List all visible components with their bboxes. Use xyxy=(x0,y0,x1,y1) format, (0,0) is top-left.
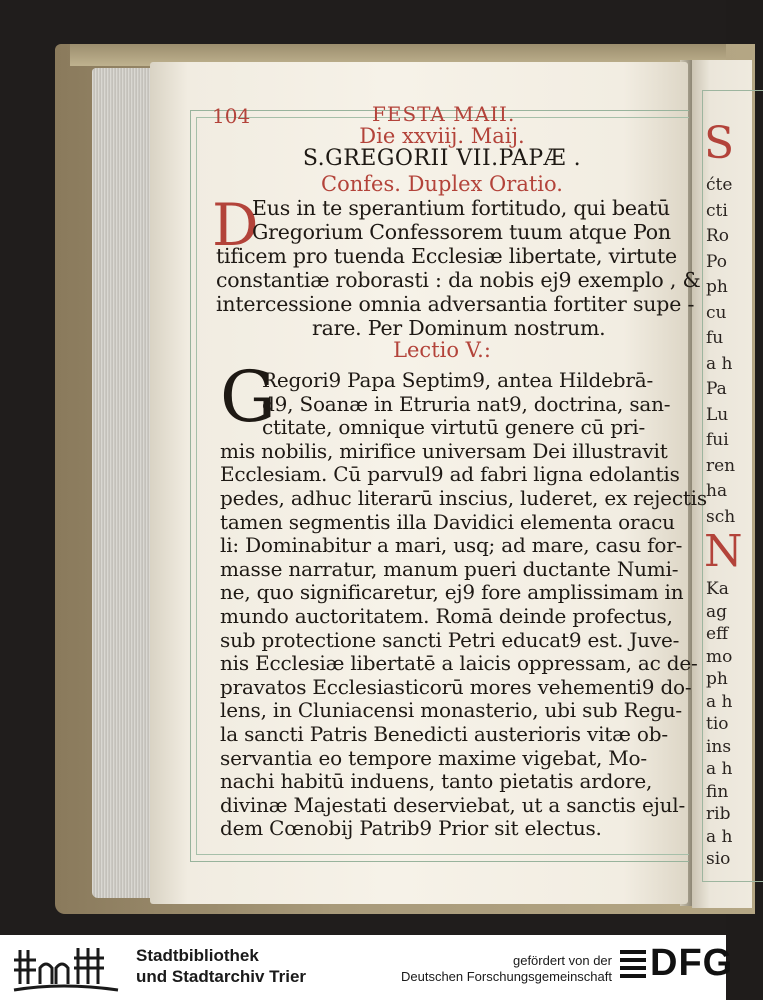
running-title: FESTA MAII. xyxy=(372,102,516,126)
lectio-line: ctitate, omnique virtutū genere cū pri- xyxy=(262,415,646,439)
funding-line2: Deutschen Forschungsgemeinschaft xyxy=(400,969,612,984)
dfg-logo-text: DFG xyxy=(650,942,734,984)
right-page-fragment: a h xyxy=(706,826,733,847)
right-page-fragment: a h xyxy=(706,353,733,374)
funding-line1: gefördert von der xyxy=(512,953,612,968)
right-page-fragment: a h xyxy=(706,759,733,779)
right-page-fragment: ćte xyxy=(706,175,733,195)
lectio-line: d9, Soanæ in Etruria nat9, doctrina, san- xyxy=(262,392,671,416)
right-page-fragment: sio xyxy=(706,849,731,869)
right-page-fragment: eff xyxy=(706,624,729,644)
lectio-line: masse narratur, manum pueri ductante Numi- xyxy=(220,557,679,581)
right-page-fragment: mo xyxy=(706,646,733,667)
lectio-line: li: Dominabitur a mari, usq; ad mare, casu for- xyxy=(220,533,683,557)
right-page-fragment: ha xyxy=(706,481,728,501)
oratio-line: tificem pro tuenda Ecclesiæ libertate, virtute xyxy=(216,244,677,268)
right-page-fragment: cti xyxy=(706,200,728,221)
library-name-line2: und Stadtarchiv Trier xyxy=(136,967,307,986)
lectio-line: nis Ecclesiæ libertatē a laicis oppressam, ac de- xyxy=(220,651,698,675)
right-page-fragment: rib xyxy=(706,804,731,824)
right-page-initial-top: S xyxy=(704,118,735,169)
right-page-fragment: fin xyxy=(706,781,729,802)
right-page-fragment: fui xyxy=(706,430,729,450)
right-page xyxy=(692,60,752,908)
right-page-fragment: Po xyxy=(706,251,727,272)
feast-date: Die xxviij. Maij. xyxy=(359,124,525,148)
oratio-line: Eus in te sperantium fortitudo, qui beatū xyxy=(252,196,670,220)
dfg-logo-icon xyxy=(618,946,648,986)
lectio-line: mundo auctoritatem. Romā deinde profectus, xyxy=(220,604,673,628)
lectio-line: pravatos Ecclesiasticorū mores vehementi9 do- xyxy=(220,675,692,699)
lectio-line: sub protectione sancti Petri educat9 est. Juve- xyxy=(220,628,680,652)
right-page-fragment: Ka xyxy=(706,579,729,599)
lectio-line: ne, quo significaretur, ej9 fore amplissimam in xyxy=(220,580,684,604)
lectio-line: la sancti Patris Benedicti austerioris vitæ ob- xyxy=(220,722,668,746)
right-page-fragment: cu xyxy=(706,302,727,323)
right-page-fragment: fu xyxy=(706,328,724,348)
right-page-fragment: Ro xyxy=(706,226,730,246)
oratio-line: intercessione omnia adversantia fortiter supe - xyxy=(216,292,695,316)
lectio-line: nachi habitū induens, tanto pietatis ardore, xyxy=(220,769,653,793)
lectio-line: tamen segmentis illa Davidici elementa oracu xyxy=(220,510,675,534)
lectio-dropcap: G xyxy=(220,356,276,438)
lectio-line: Ecclesiam. Cū parvul9 ad fabri ligna edolantis xyxy=(220,462,680,486)
lectio-line: servantia eo tempore maxime vigebat, Mo- xyxy=(220,746,647,770)
right-page-fragment: ag xyxy=(706,601,728,622)
right-page-fragment: Lu xyxy=(706,404,729,425)
oratio-dropcap: D xyxy=(212,191,259,259)
lectio-line: divinæ Majestati deserviebat, ut a sanctis ejul- xyxy=(220,793,686,817)
saint-name: S.GREGORII VII.PAPÆ . xyxy=(302,146,582,171)
oratio-line: rare. Per Dominum nostrum. xyxy=(312,316,606,340)
lectio-line: lens, in Cluniacensi monasterio, ubi sub Regu- xyxy=(220,698,682,722)
lectio-line: mis nobilis, mirifice universam Dei illustravit xyxy=(220,439,668,463)
right-page-fragment: ren xyxy=(706,455,736,476)
oratio-line: Gregorium Confessorem tuum atque Pon xyxy=(252,220,671,244)
right-page-fragment: ph xyxy=(706,669,728,689)
lectio-line: Regori9 Papa Septim9, antea Hildebrā- xyxy=(262,368,653,392)
right-page-fragment: ins xyxy=(706,736,732,757)
right-page-fragment: ph xyxy=(706,277,728,297)
oratio-line: constantiæ roborasti : da nobis ej9 exemplo , & xyxy=(216,268,701,292)
lectio-title: Lectio V.: xyxy=(393,338,491,362)
library-logo-icon xyxy=(12,938,122,996)
page-number: 104 xyxy=(212,104,251,128)
lectio-line: dem Cœnobij Patrib9 Prior sit electus. xyxy=(220,816,602,840)
feast-rank: Confes. Duplex Oratio. xyxy=(321,172,563,196)
right-page-fragment: a h xyxy=(706,691,733,712)
right-page-fragment: sch xyxy=(706,506,736,527)
lectio-line: pedes, adhuc literarū inscius, luderet, ex rejectis xyxy=(220,486,707,510)
library-name-line1: Stadtbibliothek xyxy=(136,946,259,965)
right-page-fragment: Pa xyxy=(706,379,727,399)
right-page-fragment: tio xyxy=(706,714,729,734)
right-page-initial-bottom: N xyxy=(704,526,743,577)
